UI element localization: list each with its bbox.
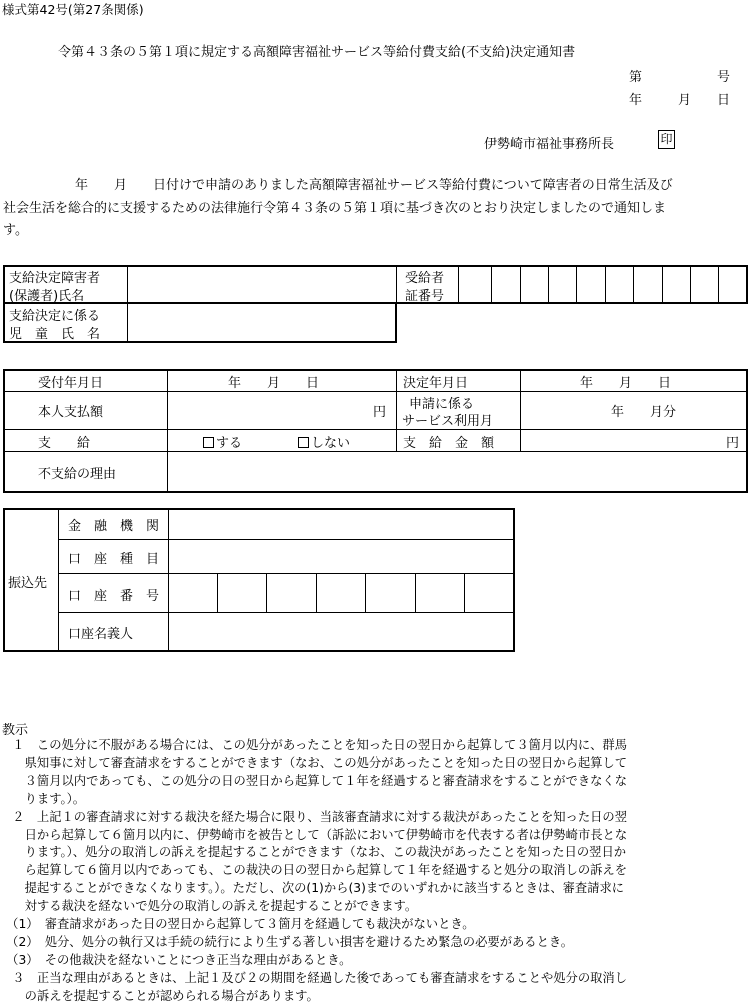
payment-option-no[interactable] — [298, 432, 350, 451]
date-day: 日 — [717, 93, 731, 108]
notice-line: （1） 審査請求があった日の翌日から起算して３箇月を経過しても裁決がないとき。 — [0, 917, 475, 931]
notice-line: ら起算して６箇月以内であっても、この裁決の日の翌日から起算して１年を経過すると処分の取消しの訴えを — [0, 863, 628, 878]
notice-line: の訴えを提起することが認められる場合があります。 — [0, 988, 319, 1003]
self-pay-yen: 円 — [373, 405, 387, 420]
cert-number-label-2: 証番号 — [405, 289, 445, 304]
notice-line: ３箇月以内であっても、この処分の日の翌日から起算して１年を経過すると審査請求をすることができなくな — [0, 773, 628, 788]
notice-line: ります。）、処分の取消しの訴えを提起することができます（なお、この裁決があったことを知った日の翌日か — [0, 845, 627, 860]
amount-field[interactable] — [521, 430, 746, 450]
reason-field[interactable] — [168, 452, 746, 491]
checkbox-icon[interactable] — [298, 437, 309, 448]
account-number-label: 口 座 番 号 — [68, 589, 160, 604]
notice-line: 県知事に対して審査請求をすることができます（なお、この処分があったことを知った日の翌日から起算して — [0, 755, 628, 770]
notice-line: ります。）。 — [0, 791, 86, 806]
notice-line: ３ 正当な理由があるときは、上記１及び２の期間を経過した後であっても審査請求をすることや処分の取消し — [0, 970, 628, 985]
account-type-label: 口 座 種 目 — [68, 552, 160, 567]
decision-date-value[interactable]: 年 月 日 — [580, 376, 672, 391]
doc-number-suffix: 号 — [717, 70, 731, 85]
notice-line: 日から起算して６箇月以内に、伊勢崎市を被告として（訴訟において伊勢崎市を代表する者は伊勢崎市長とな — [0, 827, 628, 842]
recipient-name-field[interactable] — [128, 267, 395, 302]
decision-date-label: 決定年月日 — [403, 376, 469, 391]
doc-number-prefix: 第 — [629, 70, 643, 85]
apply-month-label-2: サービス利用月 — [402, 414, 494, 429]
received-date-label: 受付年月日 — [38, 376, 104, 391]
seal-mark: 印 — [658, 130, 675, 149]
document-title: 令第４３条の５第１項に規定する高額障害福祉サービス等給付費支給(不支給)決定通知書 — [58, 45, 576, 60]
notice-line: 対する裁決を経ないで処分の取消しの訴えを提起することができます。 — [0, 899, 418, 914]
recipient-name-label-1: 支給決定障害者 — [9, 271, 101, 286]
payment-label: 支 給 — [38, 436, 91, 451]
notice-title: 教示 — [2, 723, 29, 738]
payment-option-yes[interactable] — [203, 432, 242, 451]
amount-label: 支 給 金 額 — [403, 436, 495, 451]
bank-label: 金 融 機 関 — [68, 519, 160, 534]
checkbox-icon[interactable] — [203, 437, 214, 448]
body-line-1: 年 月 日付けで申請のありました高額障害福祉サービス等給付費について障害者の日常生活及び — [75, 178, 673, 193]
notice-line: （2） 処分、処分の執行又は手続の続行により生ずる著しい損害を避けるため緊急の必要があるとき。 — [0, 934, 573, 949]
received-date-value[interactable]: 年 月 日 — [228, 376, 320, 391]
payment-option-yes-label: する — [216, 436, 243, 451]
payment-option-no-label: しない — [311, 436, 351, 451]
child-name-label-2: 児 童 氏 名 — [9, 327, 101, 342]
notice-line: ２ 上記１の審査請求に対する裁決を経た場合に限り、当該審査請求に対する裁決があったことを知った日の翌 — [0, 809, 628, 824]
self-pay-label: 本人支払額 — [38, 405, 104, 420]
child-name-field[interactable] — [128, 305, 395, 341]
reason-label: 不支給の理由 — [38, 467, 117, 482]
recipient-name-label-2: (保護者)氏名 — [9, 289, 85, 304]
body-line-2: 社会生活を総合的に支援するための法律施行令第４３条の５第１項に基づき次のとおり決定しましたので通知しま — [3, 201, 667, 216]
bank-field[interactable] — [169, 509, 513, 539]
form-number: 様式第42号(第27条関係) — [2, 2, 144, 17]
account-holder-label: 口座名義人 — [68, 627, 134, 642]
account-holder-field[interactable] — [169, 613, 513, 650]
body-line-3: す。 — [3, 223, 28, 238]
notice-line: 提起することができなくなります。）。ただし、次の(1)から(3)までのいずれかに該当するときは、審査請求に — [0, 881, 625, 896]
notice-line: １ この処分に不服がある場合には、この処分があったことを知った日の翌日から起算して３箇月以内に、群馬 — [0, 738, 628, 752]
notice-line: （3） その他裁決を経ないことにつき正当な理由があるとき。 — [0, 952, 352, 967]
self-pay-field[interactable] — [168, 392, 395, 428]
cert-number-field[interactable] — [459, 267, 746, 302]
amount-yen: 円 — [726, 436, 740, 451]
issuer-name: 伊勢崎市福祉事務所長 — [484, 137, 615, 152]
account-number-field[interactable] — [169, 574, 513, 612]
date-month: 月 — [678, 93, 692, 108]
cert-number-label-1: 受給者 — [405, 271, 445, 286]
apply-month-label-1: 申請に係る — [409, 397, 475, 412]
apply-month-value[interactable]: 年 月分 — [611, 405, 677, 420]
account-type-field[interactable] — [169, 540, 513, 573]
date-year: 年 — [629, 93, 643, 108]
child-name-label-1: 支給決定に係る — [9, 309, 101, 324]
transfer-label: 振込先 — [8, 576, 48, 591]
